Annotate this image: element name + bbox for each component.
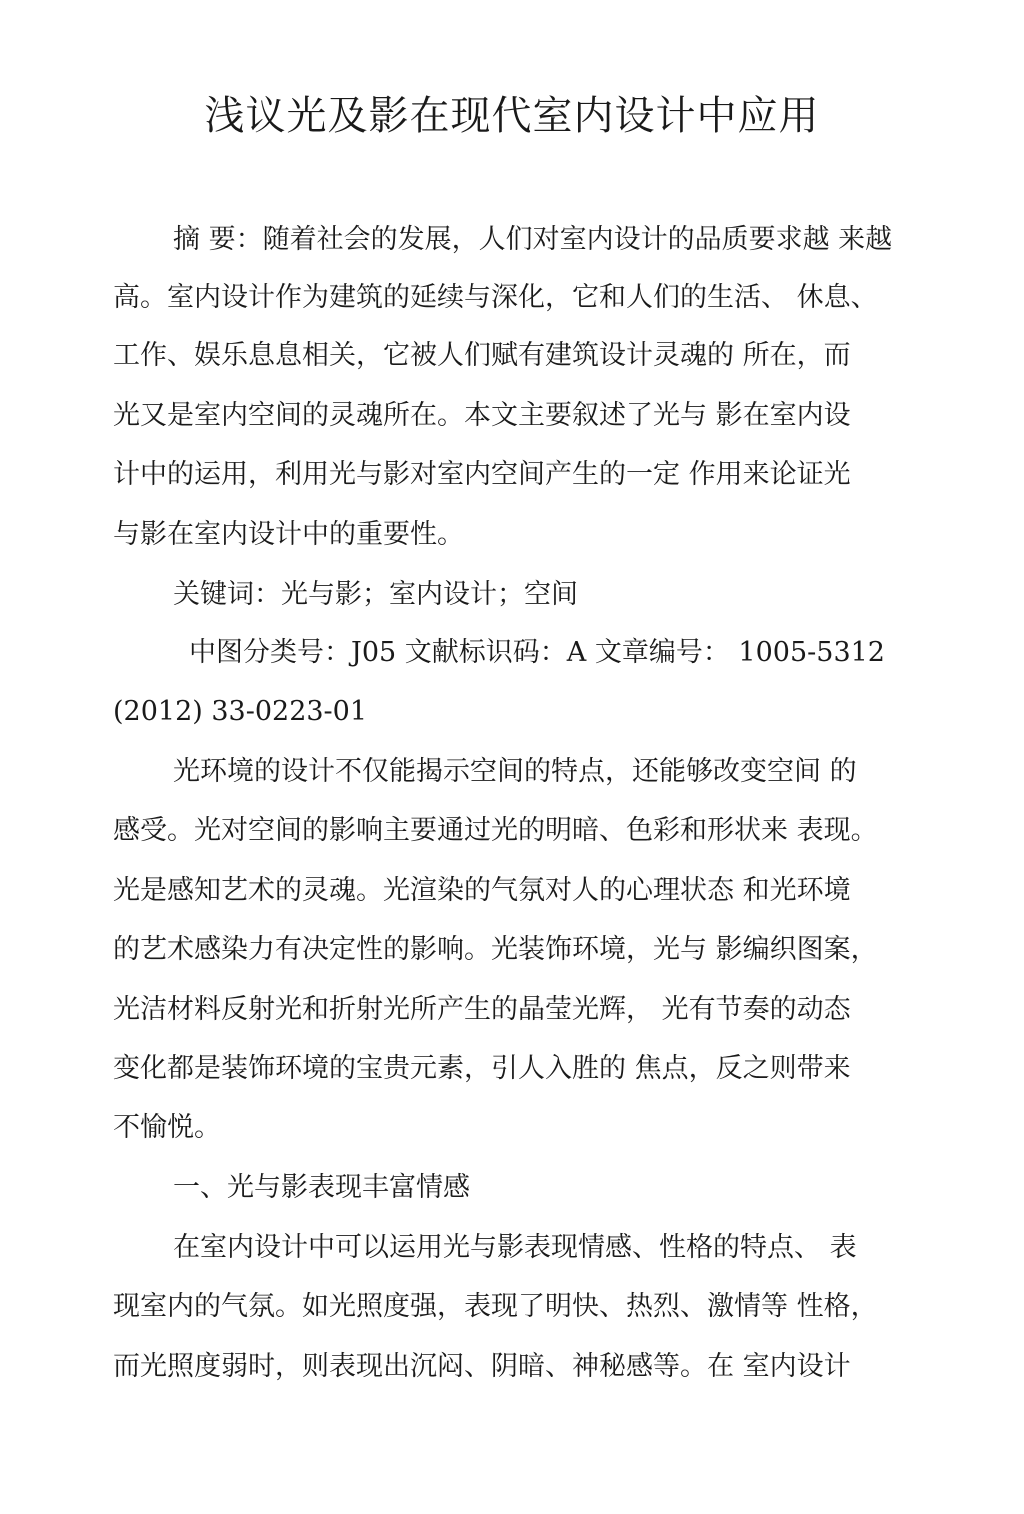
abstract-line-4: 光又是室内空间的灵魂所在。本文主要叙述了光与 影在室内设 — [113, 400, 851, 431]
abstract-line-1: 摘 要：随着社会的发展，人们对室内设计的品质要求越 来越 — [173, 224, 893, 255]
body-line-2: 感受。光对空间的影响主要通过光的明暗、色彩和形状来 表现。 — [113, 815, 878, 846]
abstract-line-2: 高。室内设计作为建筑的延续与深化，它和人们的生活、 休息、 — [113, 282, 878, 313]
body-line-6: 变化都是装饰环境的宝贵元素，引人入胜的 焦点，反之则带来 — [113, 1053, 851, 1084]
abstract-line-6: 与影在室内设计中的重要性。 — [113, 519, 464, 550]
section-line-2: 现室内的气氛。如光照度强，表现了明快、热烈、激情等 性格， — [113, 1291, 878, 1322]
section-heading: 一、光与影表现丰富情感 — [173, 1172, 470, 1203]
classification-line-2: (2012) 33-0223-01 — [113, 696, 368, 727]
section-line-1: 在室内设计中可以运用光与影表现情感、性格的特点、 表 — [173, 1232, 857, 1263]
body-line-1: 光环境的设计不仅能揭示空间的特点，还能够改变空间 的 — [173, 756, 857, 787]
keywords-line: 关键词：光与影；室内设计；空间 — [173, 579, 578, 610]
document-title: 浅议光及影在现代室内设计中应用 — [204, 93, 820, 139]
body-line-7: 不愉悦。 — [113, 1112, 221, 1143]
body-line-5: 光洁材料反射光和折射光所产生的晶莹光辉， 光有节奏的动态 — [113, 994, 851, 1025]
abstract-line-5: 计中的运用，利用光与影对室内空间产生的一定 作用来论证光 — [113, 459, 851, 490]
body-line-3: 光是感知艺术的灵魂。光渲染的气氛对人的心理状态 和光环境 — [113, 875, 851, 906]
body-line-4: 的艺术感染力有决定性的影响。光装饰环境，光与 影编织图案， — [113, 934, 878, 965]
section-line-3: 而光照度弱时，则表现出沉闷、阴暗、神秘感等。在 室内设计 — [113, 1351, 851, 1382]
classification-line: 中图分类号：J05 文献标识码：A 文章编号： 1005-5312 — [189, 637, 885, 668]
abstract-line-3: 工作、娱乐息息相关，它被人们赋有建筑设计灵魂的 所在，而 — [113, 340, 851, 371]
